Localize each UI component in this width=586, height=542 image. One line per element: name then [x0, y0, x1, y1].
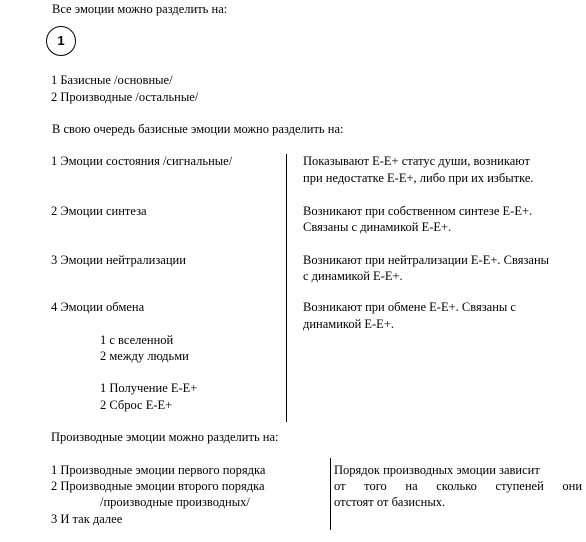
- basic-type-3-label: 3 Эмоции нейтрализации: [51, 253, 186, 267]
- exchange-how-1: 1 Получение Е-Е+: [100, 381, 198, 395]
- derived-type-2: 2 Производные эмоции второго порядка: [51, 479, 265, 493]
- intro-text: Все эмоции можно разделить на:: [52, 2, 228, 16]
- derived-type-1: 1 Производные эмоции первого порядка: [51, 463, 266, 477]
- derived-desc-word: на: [405, 479, 418, 493]
- derived-desc-word: сколько: [436, 479, 477, 493]
- basic-type-2-desc-line1: Возникают при собственном синтезе Е-Е+.: [303, 204, 533, 218]
- exchange-how-2: 2 Сброс Е-Е+: [100, 398, 173, 412]
- derived-desc-line2: [334, 478, 582, 494]
- derived-desc-word: того: [364, 479, 387, 493]
- main-type-2: 2 Производные /остальные/: [51, 90, 199, 104]
- basic-type-4-desc-line2: динамикой Е-Е+.: [303, 317, 394, 331]
- basic-type-1-label: 1 Эмоции состояния /сигнальные/: [51, 154, 233, 168]
- basic-type-2-desc-line2: Связаны с динамикой Е-Е+.: [303, 220, 452, 234]
- basic-table-divider: [286, 154, 287, 422]
- derived-intro: Производные эмоции можно разделить на:: [51, 430, 279, 444]
- derived-desc-line3: отстоят от базисных.: [334, 495, 446, 509]
- basic-type-1-desc-line1: Показывают Е-Е+ статус души, возникают: [303, 154, 530, 168]
- exchange-with-1: 1 с вселенной: [100, 333, 174, 347]
- main-type-1: 1 Базисные /основные/: [51, 73, 173, 87]
- list-number-circle: 1: [46, 26, 76, 56]
- basic-type-1-desc-line2: при недостатке Е-Е+, либо при их избытке.: [303, 171, 534, 185]
- derived-table-divider: [330, 458, 331, 530]
- derived-desc-word: ступеней: [495, 479, 544, 493]
- exchange-with-2: 2 между людьми: [100, 349, 189, 363]
- basic-type-4-desc-line1: Возникают при обмене Е-Е+. Связаны с: [303, 300, 516, 314]
- derived-type-2-note: /производные производных/: [100, 495, 250, 509]
- derived-desc-word: они: [562, 479, 583, 493]
- basic-type-4-label: 4 Эмоции обмена: [51, 300, 145, 314]
- derived-desc-word: от: [334, 479, 346, 493]
- derived-desc-line1: Порядок производных эмоции зависит: [334, 463, 540, 477]
- basic-intro: В свою очередь базисные эмоции можно разделить на:: [52, 122, 344, 136]
- basic-type-3-desc-line2: с динамикой Е-Е+.: [303, 269, 403, 283]
- basic-type-2-label: 2 Эмоции синтеза: [51, 204, 147, 218]
- derived-type-3: 3 И так далее: [51, 512, 123, 526]
- basic-type-3-desc-line1: Возникают при нейтрализации Е-Е+. Связаны: [303, 253, 550, 267]
